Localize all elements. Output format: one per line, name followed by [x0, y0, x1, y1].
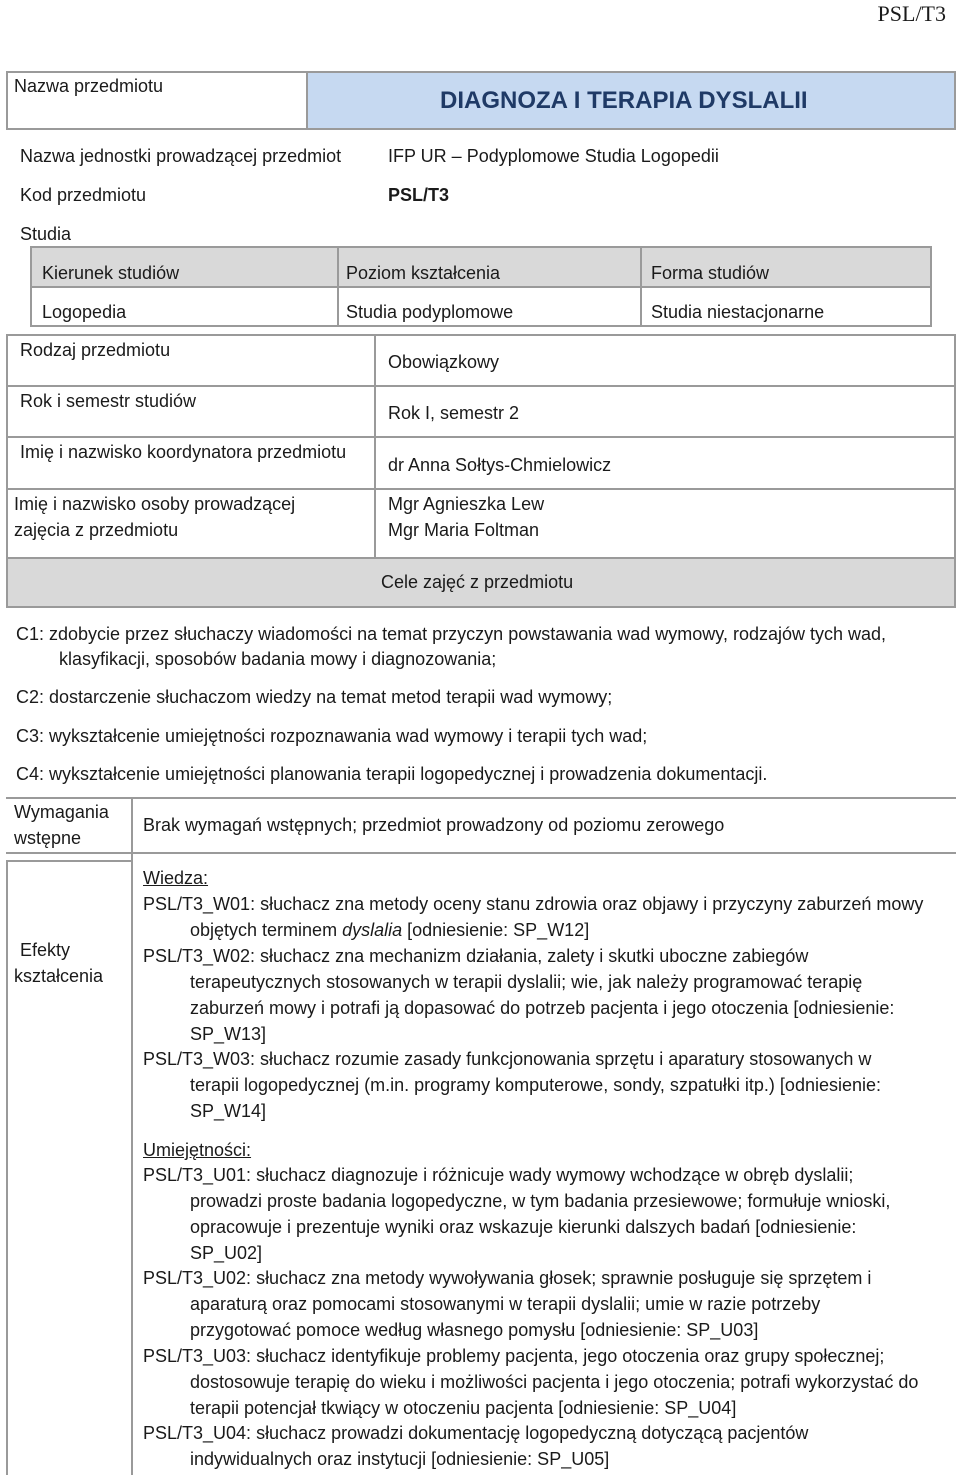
umiejetnosci-u03-line2: dostosowuje terapię do wieku i możliwości pacjenta i jego otoczenia; potrafi wykorzystać do: [190, 1372, 919, 1392]
umiejetnosci-u04-line1: PSL/T3_U04: słuchacz prowadzi dokumentację logopedyczną dotyczącą pacjentów: [143, 1423, 809, 1443]
wiedza-w03-line1: PSL/T3_W03: słuchacz rozumie zasady funkcjonowania sprzętu i aparatury stosowanych w: [143, 1049, 872, 1069]
info-value-rok: Rok I, semestr 2: [388, 403, 520, 423]
umiejetnosci-u01-line2: prowadzi proste badania logopedyczne, w tym badania przesiewowe; formułuje wnioski,: [190, 1191, 891, 1211]
wymagania-label-2: wstępne: [14, 828, 82, 848]
studia-value-kierunek: Logopedia: [42, 302, 127, 322]
efekty-label-2: kształcenia: [14, 966, 104, 986]
code-value: PSL/T3: [388, 185, 450, 205]
efekty-label-1: Efekty: [20, 940, 71, 960]
info-value-rodzaj: Obowiązkowy: [388, 352, 500, 372]
umiejetnosci-u04-line2: indywidualnych oraz instytucji [odniesienie: SP_U05]: [190, 1449, 610, 1469]
studia-header-poziom: Poziom kształcenia: [346, 263, 501, 283]
umiejetnosci-u02-line3: przygotować pomoce według własnego pomysłu [odniesienie: SP_U03]: [190, 1320, 759, 1340]
info-label-rodzaj: Rodzaj przedmiotu: [20, 340, 171, 360]
umiejetnosci-u01-line3: opracowuje i prezentuje wyniki oraz wskazuje kierunki dalszych badań [odniesienie:: [190, 1217, 857, 1237]
wiedza-heading: Wiedza:: [143, 868, 209, 888]
course-title: DIAGNOZA I TERAPIA DYSLALII: [440, 87, 808, 114]
info-value-prowadzacy-1: Mgr Agnieszka Lew: [388, 494, 545, 514]
wiedza-w01-line2: objętych terminem dyslalia [odniesienie: SP_W12]: [190, 920, 590, 940]
cele-heading: Cele zajęć z przedmiotu: [381, 572, 574, 592]
umiejetnosci-u02-line1: PSL/T3_U02: słuchacz zna metody wywoływania głosek; sprawnie posługuje się sprzętem i: [143, 1268, 872, 1288]
umiejetnosci-u01-line4: SP_U02]: [190, 1243, 263, 1263]
unit-label: Nazwa jednostki prowadzącej przedmiot: [20, 146, 342, 166]
page-code-header: PSL/T3: [877, 1, 946, 26]
cele-item-c1-line1: C1: zdobycie przez słuchaczy wiadomości na temat przyczyn powstawania wad wymowy, rodzajów tych wad,: [16, 624, 887, 644]
info-value-prowadzacy-2: Mgr Maria Foltman: [388, 520, 540, 540]
wiedza-w03-line2: terapii logopedycznej (m.in. programy komputerowe, sondy, szpatułki itp.) [odniesienie:: [190, 1075, 882, 1095]
info-label-prowadzacy-1: Imię i nazwisko osoby prowadzącej: [14, 494, 296, 514]
wiedza-w02-line2: terapeutycznych stosowanych w terapii dyslalii; wie, jak należy programować terapię: [190, 972, 863, 992]
unit-value: IFP UR – Podyplomowe Studia Logopedii: [388, 146, 719, 166]
umiejetnosci-u01-line1: PSL/T3_U01: słuchacz diagnozuje i różnicuje wady wymowy wchodzące w obręb dyslalii;: [143, 1165, 854, 1185]
cele-item-c1-line2: klasyfikacji, sposobów badania mowy i diagnozowania;: [59, 649, 497, 669]
info-label-prowadzacy-2: zajęcia z przedmiotu: [14, 520, 179, 540]
studia-label: Studia: [20, 224, 72, 244]
wiedza-w02-line1: PSL/T3_W02: słuchacz zna mechanizm działania, zalety i skutki uboczne zabiegów: [143, 946, 809, 966]
wiedza-w01-line1: PSL/T3_W01: słuchacz zna metody oceny stanu zdrowia oraz objawy i przyczyny zaburzeń mowy: [143, 894, 924, 914]
umiejetnosci-heading: Umiejętności:: [143, 1140, 252, 1160]
studia-value-forma: Studia niestacjonarne: [651, 302, 825, 322]
studia-header-forma: Forma studiów: [651, 263, 770, 283]
wymagania-value: Brak wymagań wstępnych; przedmiot prowadzony od poziomu zerowego: [143, 815, 725, 835]
umiejetnosci-u02-line2: aparaturą oraz pomocami stosowanymi w terapii dyslalii; umie w razie potrzeby: [190, 1294, 821, 1314]
cele-item-c2: C2: dostarczenie słuchaczom wiedzy na temat metod terapii wad wymowy;: [16, 687, 613, 707]
cele-item-c4: C4: wykształcenie umiejętności planowania terapii logopedycznej i prowadzenia dokumentacji.: [16, 764, 768, 784]
umiejetnosci-u03-line1: PSL/T3_U03: słuchacz identyfikuje problemy pacjenta, jego otoczenia oraz grupy społecznej;: [143, 1346, 885, 1366]
title-label: Nazwa przedmiotu: [14, 76, 164, 96]
code-label: Kod przedmiotu: [20, 185, 147, 205]
cele-item-c3: C3: wykształcenie umiejętności rozpoznawania wad wymowy i terapii tych wad;: [16, 726, 648, 746]
wiedza-w02-line3: zaburzeń mowy i potrafi ją dopasować do potrzeb pacjenta i jego otoczenia [odniesienie:: [190, 998, 895, 1018]
info-label-koordynator: Imię i nazwisko koordynatora przedmiotu: [20, 442, 347, 462]
studia-header-kierunek: Kierunek studiów: [42, 263, 180, 283]
studia-value-poziom: Studia podyplomowe: [346, 302, 514, 322]
wiedza-w02-line4: SP_W13]: [190, 1024, 267, 1044]
info-label-rok: Rok i semestr studiów: [20, 391, 197, 411]
info-value-koordynator: dr Anna Sołtys-Chmielowicz: [388, 455, 612, 475]
umiejetnosci-u03-line3: terapii potencjał tkwiący w otoczeniu pacjenta [odniesienie: SP_U04]: [190, 1398, 737, 1418]
wiedza-w03-line3: SP_W14]: [190, 1101, 267, 1121]
wymagania-label-1: Wymagania: [14, 802, 109, 822]
